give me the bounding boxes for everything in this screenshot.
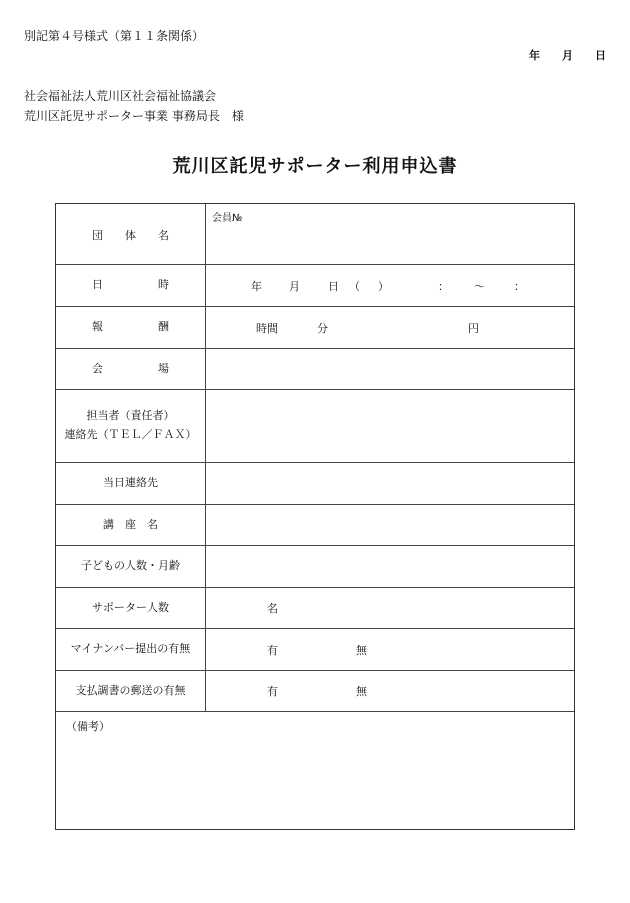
row-day-contact <box>56 463 574 505</box>
label-children: 子どもの人数・月齢 <box>56 546 206 587</box>
group-name-field[interactable] <box>206 204 574 264</box>
children-field[interactable] <box>206 546 574 587</box>
label-contact: 担当者（責任者） 連絡先（ＴＥＬ／ＦＡＸ） <box>56 390 206 462</box>
row-contact <box>56 390 574 463</box>
mynumber-field <box>206 629 574 670</box>
fee-minutes: 分 <box>317 321 328 335</box>
fee-yen: 円 <box>468 321 479 335</box>
row-payment-doc <box>56 671 574 712</box>
row-group-name <box>56 204 574 265</box>
datetime-field[interactable] <box>206 265 574 306</box>
application-form-table <box>55 203 575 830</box>
label-supporters: サポーター人数 <box>56 588 206 628</box>
datetime-tilde: ～ <box>474 279 485 293</box>
date-day: 日 <box>595 49 606 62</box>
addressee-line-2: 荒川区託児サポーター事業 事務局長 様 <box>24 109 244 123</box>
row-venue <box>56 349 574 390</box>
datetime-colon-start: ： <box>438 279 449 293</box>
fee-field[interactable] <box>206 307 574 348</box>
page-title: 荒川区託児サポーター利用申込書 <box>172 156 458 177</box>
date-year: 年 <box>529 49 540 62</box>
day-contact-field[interactable] <box>206 463 574 504</box>
label-day-contact: 当日連絡先 <box>56 463 206 504</box>
row-remarks[interactable] <box>56 712 574 829</box>
label-venue: 会 場 <box>56 349 206 389</box>
supporters-unit: 名 <box>267 602 278 615</box>
label-course-name: 講 座 名 <box>56 505 206 545</box>
form-number: 別記第４号様式（第１１条関係） <box>24 29 205 43</box>
datetime-month: 月 <box>289 279 300 293</box>
payment-doc-yes-option[interactable]: 有 <box>267 685 278 698</box>
date-month: 月 <box>562 49 573 62</box>
venue-field[interactable] <box>206 349 574 389</box>
label-datetime: 日 時 <box>56 265 206 306</box>
datetime-paren-close: ） <box>378 279 389 293</box>
mynumber-no-option[interactable]: 無 <box>356 643 367 657</box>
row-course-name <box>56 505 574 546</box>
member-number-label: 会員№ <box>212 213 243 224</box>
datetime-colon-end: ： <box>514 279 525 293</box>
contact-field[interactable] <box>206 390 574 462</box>
course-name-field[interactable] <box>206 505 574 545</box>
supporters-field[interactable] <box>206 588 574 628</box>
addressee-line-1: 社会福祉法人荒川区社会福祉協議会 <box>24 89 217 103</box>
row-fee <box>56 307 574 349</box>
datetime-year: 年 <box>251 279 262 293</box>
row-mynumber <box>56 629 574 671</box>
label-payment-doc: 支払調書の郵送の有無 <box>56 671 206 711</box>
payment-doc-no-option[interactable]: 無 <box>356 685 367 698</box>
label-group-name: 団 体 名 <box>56 204 206 264</box>
date-line <box>529 47 606 63</box>
mynumber-yes-option[interactable]: 有 <box>267 643 278 657</box>
label-fee: 報 酬 <box>56 307 206 348</box>
row-supporters <box>56 588 574 629</box>
row-children <box>56 546 574 588</box>
payment-doc-field <box>206 671 574 711</box>
datetime-day: 日 <box>328 279 339 293</box>
row-datetime <box>56 265 574 307</box>
datetime-paren-open: （ <box>349 279 360 293</box>
fee-hours: 時間 <box>256 321 278 335</box>
label-mynumber: マイナンバー提出の有無 <box>56 629 206 670</box>
label-remarks: （備考） <box>66 720 110 733</box>
